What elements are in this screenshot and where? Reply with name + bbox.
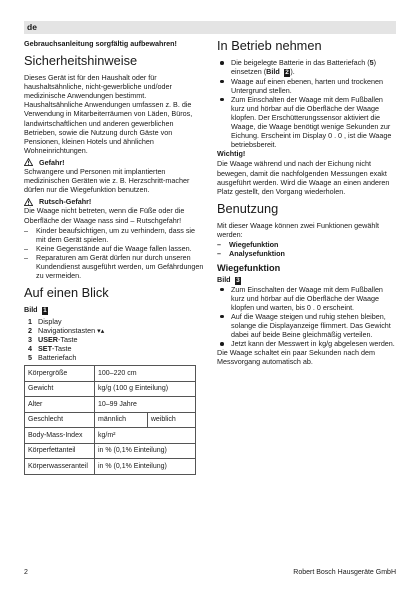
list-item: 5 Batteriefach [28,353,77,363]
auto-off-text: Die Waage schaltet ein paar Sekunden nach dem Messvorgang automatisch ab. [217,348,375,367]
warning-triangle-icon [24,198,33,206]
spec-table [24,365,196,475]
list-item: 1 Display [28,316,62,326]
figure-number-badge: 3 [236,277,240,285]
list-item: Jetzt kann der Messwert in kg/g abgelesen werden. [217,339,397,348]
overview-title: Auf einen Blick [24,285,109,301]
list-item: – Wiegefunktion [217,240,397,249]
left-column [24,39,204,475]
parts-list [24,317,204,362]
list-item: Auf die Waage steigen und ruhig stehen bleiben, solange die Displayanzeige flimmert. Das Gewicht dabei auf beide Beine gleichmäßig verteilen. [217,312,397,339]
danger-label: Gefahr! [39,157,65,167]
setup-list [217,58,397,149]
figure-number-badge: 1 [43,307,47,315]
danger-warning [24,158,204,167]
figure-number-badge: 2 [285,69,289,77]
table-row: Alter 10–99 Jahre [25,397,196,413]
important-label: Wichtig! [217,149,246,159]
table-row: Body-Mass-Index kg/m² [25,428,196,444]
list-item: – Reparaturen am Gerät dürfen nur durch unseren Kundendienst ausgeführt werden, um Gefährdungen zu vermeiden. [24,253,204,280]
list-item: Die beigelegte Batterie in das Batteriefach (5) einsetzen (Bild 2 ). [217,58,397,77]
slip-label: Rutsch-Gefahr! [39,197,92,207]
table-row: Körperfettanteil in % (0,1% Einteilung) [25,443,196,459]
table-row: Körpergröße 100–220 cm [25,366,196,382]
safety-title: Sicherheitshinweise [24,53,138,69]
table-row: Körperwasseranteil in % (0,1% Einteilung) [25,459,196,475]
warning-triangle-icon [24,158,33,166]
list-item: Zum Einschalten der Waage mit dem Fußballen kurz und hörbar auf die Oberfläche der Waage klopfen. Der Erschütterungssensor aktiviert die Waage, die Waage benötigt wenige Sekunden zur Eichung. Erscheint im Display 0 . 0 , ist die Waage betriebsbereit. [217,95,397,150]
right-column [217,39,397,368]
slip-warning [24,197,204,206]
table-row: Gewicht kg/g (100 g Einteilung) [25,381,196,397]
list-item: 4 SET-Taste [28,343,72,353]
function-list [217,240,397,258]
list-item: – Analysefunktion [217,249,397,258]
list-item: Waage auf einen ebenen, harten und trockenen Untergrund stellen. [217,77,397,95]
figure-ref [24,305,204,315]
important-text: Die Waage während und nach der Eichung nicht bewegen, damit die nachfolgenden Messungen exakt ausgeführt werden. Wird die Waage an einen anderen Platz gestellt, den Vorgang wiederholen. [217,159,390,196]
figure-ref [217,275,397,285]
page-number: 2 [24,569,28,576]
language-bar [24,21,396,34]
weigh-list [217,285,397,349]
usage-title: Benutzung [217,200,279,216]
company-name: Robert Bosch Hausgeräte GmbH [293,569,396,576]
table-row: Geschlecht männlich weiblich [25,412,196,428]
list-item: – Kinder beaufsichtigen, um zu verhindern, dass sie mit dem Gerät spielen. [24,226,204,244]
danger-text: Schwangere und Personen mit implantierten medizinischen Geräten wie z. B. Herzschritt-macher dürfen nur die Wiegefunktion benutzen. [24,167,190,195]
usage-text: Mit dieser Waage können zwei Funktionen gewählt werden: [217,220,379,239]
list-item: – Keine Gegenstände auf die Waage fallen lassen. [24,244,204,253]
language-code: de [27,22,37,32]
list-item: 3 USER-Taste [28,334,78,344]
keep-instructions: Gebrauchsanleitung sorgfältig aufbewahren! [24,39,177,48]
safety-text: Dieses Gerät ist für den Haushalt oder für haushaltsähnliche, nicht-gewerbliche und/oder medizinische Anwendungen bestimmt. Haushaltsähnliche Anwendungen umfassen z. B. die Verwendung in Mitarbeiterräumen von Läden, Büros, landwirtschaftlichen und anderen gewerblichen Betrieben, sowie die Nutzung durch Gäste von Pensionen, kleinen Hotels und ähnlichen Wohneinrichtungen. [24,73,193,155]
figure-label: Bild [24,305,38,315]
slip-text: Die Waage nicht betreten, wenn die Füße oder die Oberfläche der Waage nass sind – Rutschgefahr! [24,206,185,225]
list-item: Zum Einschalten der Waage mit dem Fußballen kurz und hörbar auf die Oberfläche der Waage klopfen und warten, bis 0 . 0 erscheint. [217,285,397,312]
figure-label: Bild [217,275,231,285]
weigh-title: Wiegefunktion [217,263,281,274]
safety-dash-list [24,226,204,281]
list-item: 2 Navigationstasten ▾▴ [28,325,105,335]
setup-title: In Betrieb nehmen [217,38,322,53]
